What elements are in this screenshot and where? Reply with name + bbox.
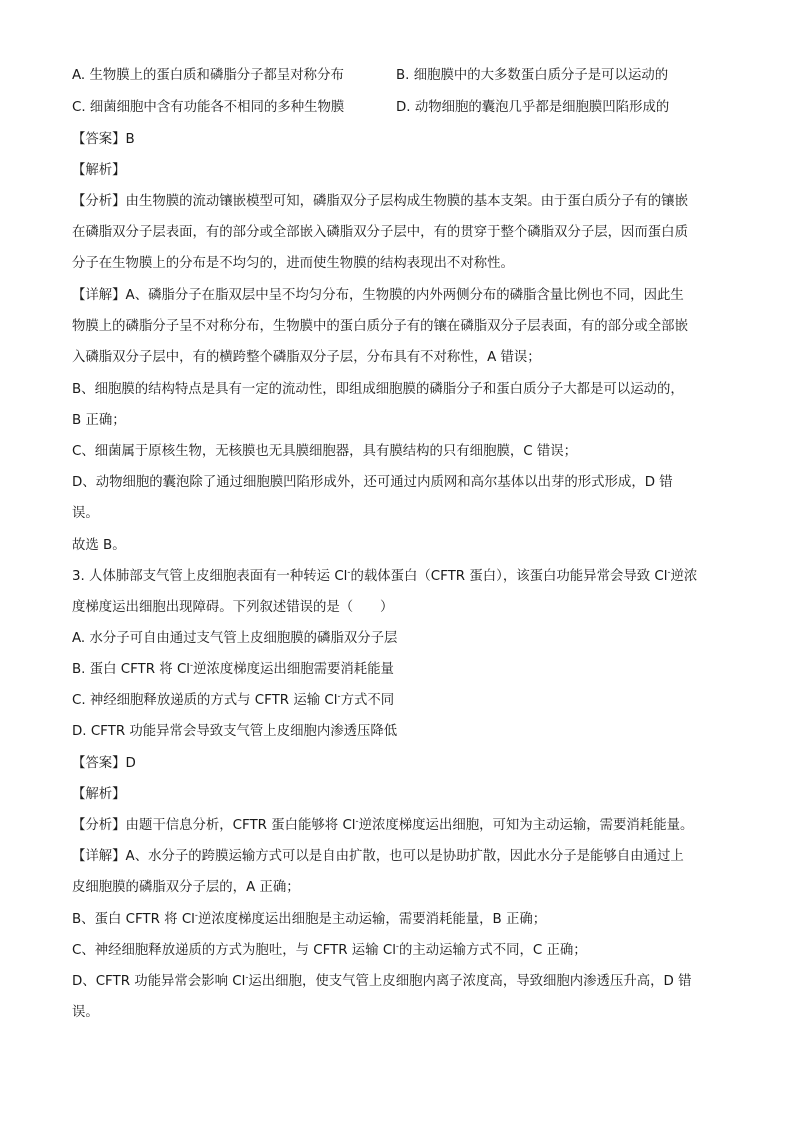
q3-detail-line-1: 【详解】A、水分子的跨膜运输方式可以是自由扩散，也可以是协助扩散，因此水分子是能够自由通过上 — [72, 849, 684, 864]
q3-detail-c-text-2: 的主动运输方式不同，C 正确； — [399, 943, 587, 958]
q3-detail-c — [72, 941, 587, 961]
q3-option-b-text-2: 逆浓度梯度运出细胞需要消耗能量 — [193, 662, 394, 677]
q3-detail-d-line-2: 误。 — [72, 1005, 99, 1020]
q3-option-d: D. CFTR 功能异常会导致支气管上皮细胞内渗透压降低 — [72, 724, 398, 739]
q2-analysis-line-3: 分子在生物膜上的分布是不均匀的，进而使生物膜的结构表现出不对称性。 — [72, 256, 514, 271]
q3-analysis-heading: 【解析】 — [72, 787, 126, 802]
q2-analysis-heading: 【解析】 — [72, 163, 126, 178]
chloride-charge: - — [347, 567, 351, 578]
q3-stem-text-3: 逆浓 — [670, 569, 698, 584]
chloride-charge: - — [190, 660, 194, 671]
q3-detail-d-line-1 — [72, 972, 691, 992]
q3-analysis-text-1: 【分析】由题干信息分析，CFTR 蛋白能够将 Cl — [72, 818, 356, 833]
q3-stem-text-1: 3. 人体肺部支气管上皮细胞表面有一种转运 Cl — [72, 569, 348, 584]
q3-option-c-text-1: C. 神经细胞释放递质的方式与 CFTR 运输 Cl — [72, 693, 338, 708]
q3-option-c — [72, 691, 394, 711]
q3-detail-b-text-2: 逆浓度梯度运出细胞是主动运输，需要消耗能量，B 正确； — [197, 912, 547, 927]
q3-stem-line-2: 度梯度运出细胞出现障碍。下列叙述错误的是（ ） — [72, 600, 394, 615]
q3-analysis-text-2: 逆浓度梯度运出细胞，可知为主动运输，需要消耗能量。 — [358, 818, 694, 833]
q3-stem-line-1 — [72, 567, 697, 587]
q3-answer: 【答案】D — [72, 756, 136, 771]
q3-detail-d-text-2: 运出细胞，使支气管上皮细胞内离子浓度高，导致细胞内渗透压升高，D 错 — [248, 974, 692, 989]
q2-detail-line-3: 入磷脂双分子层中，有的横跨整个磷脂双分子层，分布具有不对称性，A 错误； — [72, 350, 541, 365]
q2-option-c: C. 细菌细胞中含有功能各不相同的多种生物膜 — [72, 100, 345, 115]
q3-detail-b-text-1: B、蛋白 CFTR 将 Cl — [72, 912, 195, 927]
q3-detail-c-text-1: C、神经细胞释放递质的方式为胞吐，与 CFTR 运输 Cl — [72, 943, 396, 958]
q2-detail-c: C、细菌属于原核生物，无核膜也无具膜细胞器，具有膜结构的只有细胞膜，C 错误； — [72, 444, 578, 459]
q2-detail-b-line-1: B、细胞膜的结构特点是具有一定的流动性，即组成细胞膜的磷脂分子和蛋白质分子大都是可以运动的， — [72, 382, 684, 397]
q2-detail-d-line-1: D、动物细胞的囊泡除了通过细胞膜凹陷形成外，还可通过内质网和高尔基体以出芽的形式形成，D 错 — [72, 475, 673, 490]
q2-answer: 【答案】B — [72, 132, 135, 147]
q2-conclusion: 故选 B。 — [72, 538, 126, 553]
chloride-charge: - — [245, 972, 249, 983]
chloride-charge: - — [355, 816, 359, 827]
q3-option-c-text-2: 方式不同 — [340, 693, 395, 708]
q2-detail-b-line-2: B 正确； — [72, 413, 126, 428]
q2-detail-line-1: 【详解】A、磷脂分子在脂双层中呈不均匀分布，生物膜的内外两侧分布的磷脂含量比例也不同，因此生 — [72, 288, 684, 303]
q3-detail-d-text-1: D、CFTR 功能异常会影响 Cl — [72, 974, 246, 989]
chloride-charge: - — [337, 691, 341, 702]
q2-analysis-line-2: 在磷脂双分子层表面，有的部分或全部嵌入磷脂双分子层中，有的贯穿于整个磷脂双分子层，因而蛋白质 — [72, 225, 688, 240]
q2-detail-line-2: 物膜上的磷脂分子呈不对称分布，生物膜中的蛋白质分子有的镶在磷脂双分子层表面，有的部分或全部嵌 — [72, 319, 688, 334]
chloride-charge: - — [667, 567, 671, 578]
q3-option-a: A. 水分子可自由通过支气管上皮细胞膜的磷脂双分子层 — [72, 631, 398, 646]
q2-detail-d-line-2: 误。 — [72, 506, 99, 521]
q3-analysis-line — [72, 816, 693, 836]
q3-detail-line-2: 皮细胞膜的磷脂双分子层的，A 正确； — [72, 880, 300, 895]
chloride-charge: - — [395, 941, 399, 952]
q2-option-d: D. 动物细胞的囊泡几乎都是细胞膜凹陷形成的 — [396, 100, 670, 115]
q3-stem-text-2: 的载体蛋白（CFTR 蛋白），该蛋白功能异常会导致 Cl — [350, 569, 668, 584]
q3-option-b-text-1: B. 蛋白 CFTR 将 Cl — [72, 662, 191, 677]
chloride-charge: - — [194, 910, 198, 921]
q2-option-b: B. 细胞膜中的大多数蛋白质分子是可以运动的 — [396, 68, 669, 83]
q2-analysis-line-1: 【分析】由生物膜的流动镶嵌模型可知，磷脂双分子层构成生物膜的基本支架。由于蛋白质分子有的镶嵌 — [72, 194, 688, 209]
q3-option-b — [72, 660, 394, 680]
q3-detail-b — [72, 910, 546, 930]
q2-option-a: A. 生物膜上的蛋白质和磷脂分子都呈对称分布 — [72, 68, 344, 83]
